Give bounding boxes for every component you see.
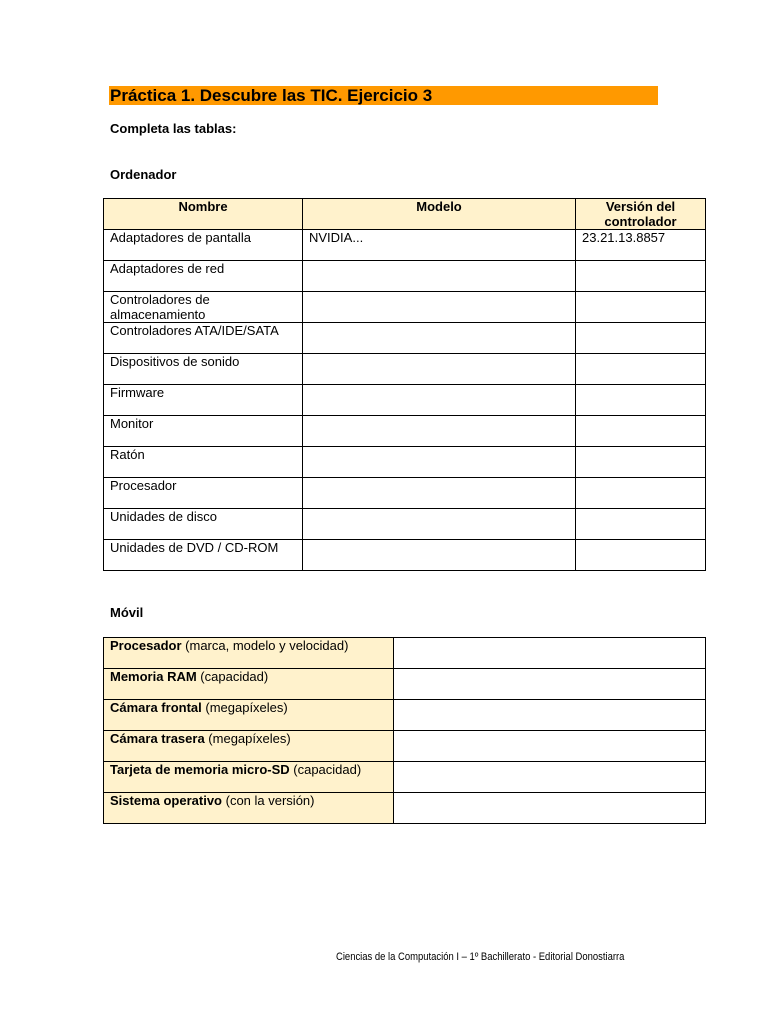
- cell-version[interactable]: [576, 354, 706, 385]
- cell-nombre: Adaptadores de pantalla: [104, 230, 303, 261]
- cell-label: [104, 762, 394, 793]
- cell-label-detail: (megapíxeles): [204, 731, 291, 746]
- cell-label-detail: (megapíxeles): [201, 700, 288, 715]
- cell-label-detail: (capacidad): [196, 669, 269, 684]
- cell-version[interactable]: [576, 447, 706, 478]
- cell-modelo[interactable]: [303, 447, 576, 478]
- cell-nombre: Adaptadores de red: [104, 261, 303, 292]
- cell-modelo[interactable]: [303, 385, 576, 416]
- cell-label-bold: Sistema operativo: [110, 793, 222, 808]
- cell-version[interactable]: [576, 261, 706, 292]
- cell-modelo[interactable]: NVIDIA...: [303, 230, 576, 261]
- cell-value[interactable]: [394, 762, 706, 793]
- cell-label: [104, 700, 394, 731]
- document-title: Práctica 1. Descubre las TIC. Ejercicio 3: [110, 86, 433, 105]
- ordenador-table: [103, 198, 706, 571]
- table-row: [104, 416, 706, 447]
- cell-nombre: Ratón: [104, 447, 303, 478]
- cell-label-bold: Cámara frontal: [110, 700, 202, 715]
- table-row: [104, 762, 706, 793]
- section-label-movil: Móvil: [110, 605, 144, 620]
- cell-label-detail: (con la versión): [222, 793, 315, 808]
- cell-modelo[interactable]: [303, 416, 576, 447]
- cell-label: [104, 638, 394, 669]
- column-header-nombre: Nombre: [104, 199, 303, 230]
- cell-version[interactable]: [576, 323, 706, 354]
- cell-nombre: Firmware: [104, 385, 303, 416]
- table-row: [104, 230, 706, 261]
- column-header-version: Versión del controlador: [576, 199, 706, 230]
- cell-nombre: Monitor: [104, 416, 303, 447]
- table-row: [104, 700, 706, 731]
- cell-modelo[interactable]: [303, 478, 576, 509]
- table-row: [104, 261, 706, 292]
- table-row: [104, 731, 706, 762]
- cell-modelo[interactable]: [303, 509, 576, 540]
- cell-value[interactable]: [394, 638, 706, 669]
- cell-modelo[interactable]: [303, 540, 576, 571]
- column-header-modelo: Modelo: [303, 199, 576, 230]
- cell-value[interactable]: [394, 731, 706, 762]
- cell-version[interactable]: [576, 385, 706, 416]
- cell-nombre: Controladores de almacenamiento: [104, 292, 303, 323]
- cell-label: [104, 793, 394, 824]
- table-row: [104, 478, 706, 509]
- cell-nombre: Unidades de disco: [104, 509, 303, 540]
- cell-nombre: Dispositivos de sonido: [104, 354, 303, 385]
- cell-label-bold: Tarjeta de memoria micro-SD: [110, 762, 290, 777]
- cell-value[interactable]: [394, 669, 706, 700]
- cell-label-detail: (capacidad): [289, 762, 362, 777]
- cell-nombre: Procesador: [104, 478, 303, 509]
- section-label-ordenador: Ordenador: [110, 167, 177, 182]
- cell-label-bold: Memoria RAM: [110, 669, 197, 684]
- cell-label-bold: Procesador: [110, 638, 182, 653]
- cell-label: [104, 731, 394, 762]
- cell-value[interactable]: [394, 700, 706, 731]
- table-row: [104, 509, 706, 540]
- cell-nombre: Controladores ATA/IDE/SATA: [104, 323, 303, 354]
- cell-modelo[interactable]: [303, 261, 576, 292]
- cell-label: [104, 669, 394, 700]
- table-row: [104, 638, 706, 669]
- cell-version[interactable]: [576, 478, 706, 509]
- movil-table: [103, 637, 706, 824]
- cell-value[interactable]: [394, 793, 706, 824]
- cell-modelo[interactable]: [303, 354, 576, 385]
- cell-label-detail: (marca, modelo y velocidad): [181, 638, 349, 653]
- cell-modelo[interactable]: [303, 292, 576, 323]
- ordenador-header-row: [104, 199, 706, 230]
- cell-version[interactable]: [576, 416, 706, 447]
- table-row: [104, 323, 706, 354]
- cell-nombre: Unidades de DVD / CD-ROM: [104, 540, 303, 571]
- table-row: [104, 385, 706, 416]
- cell-version[interactable]: [576, 509, 706, 540]
- table-row: [104, 793, 706, 824]
- table-row: [104, 540, 706, 571]
- cell-version[interactable]: 23.21.13.8857: [576, 230, 706, 261]
- table-row: [104, 447, 706, 478]
- table-row: [104, 292, 706, 323]
- cell-version[interactable]: [576, 540, 706, 571]
- table-row: [104, 354, 706, 385]
- cell-modelo[interactable]: [303, 323, 576, 354]
- table-row: [104, 669, 706, 700]
- cell-version[interactable]: [576, 292, 706, 323]
- cell-label-bold: Cámara trasera: [110, 731, 205, 746]
- document-subtitle: Completa las tablas:: [110, 121, 237, 136]
- page-footer: Ciencias de la Computación I – 1º Bachillerato - Editorial Donostiarra: [336, 951, 625, 963]
